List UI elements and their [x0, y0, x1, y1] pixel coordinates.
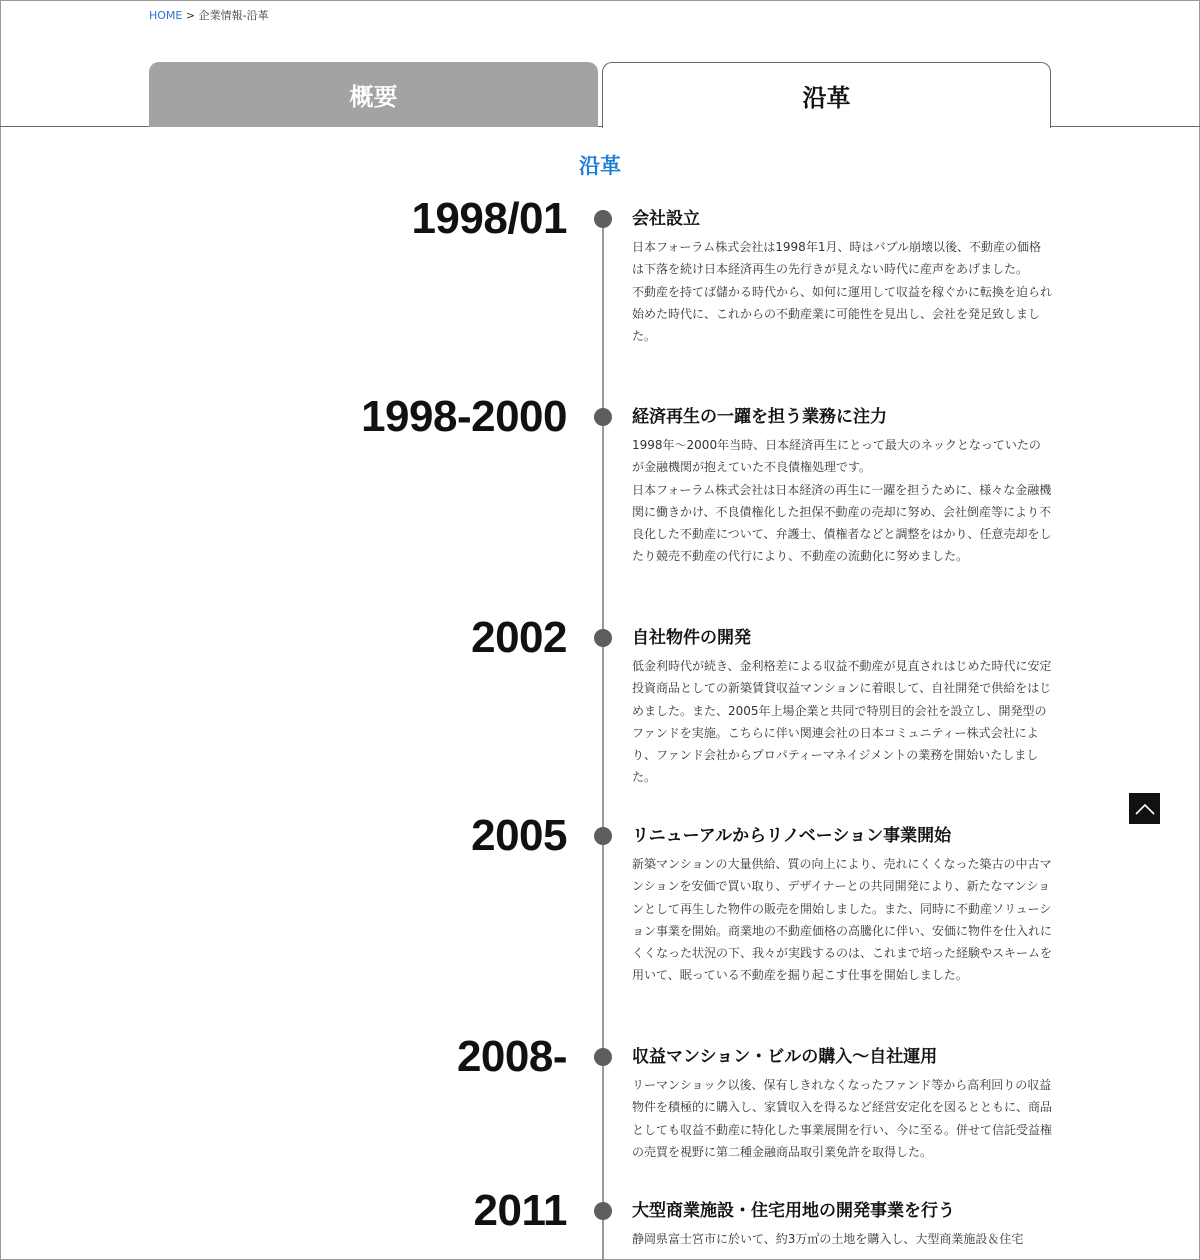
- entry-paragraph: 静岡県富士宮市に於いて、約3万㎡の土地を購入し、大型商業施設＆住宅: [632, 1232, 1024, 1246]
- timeline-dot: [594, 210, 612, 228]
- entry-year: 1998-2000: [361, 392, 567, 441]
- entry-body: [632, 434, 1052, 568]
- entry-title: 大型商業施設・住宅用地の開発事業を行う: [632, 1201, 955, 1221]
- timeline-dot: [594, 629, 612, 647]
- entry-year: 2005: [471, 811, 567, 860]
- entry-paragraph: 新築マンションの大量供給、質の向上により、売れにくくなった築古の中古マンションを安価で買い取り、デザイナーとの共同開発により、新たなマンションとして再生した物件の販売を開始しました。また、同時に不動産ソリューション事業を開始。商業地の不動産価格の高騰化に伴い、安価に物件を仕入れにくくなった状況の下、我々が実践するのは、これまで培った経験やスキームを用いて、眠っている不動産を掘り起こす仕事を開始しました。: [632, 857, 1053, 983]
- tab-bar: [0, 0, 1200, 128]
- timeline-dot: [594, 827, 612, 845]
- entry-body: [632, 853, 1052, 987]
- chevron-up-icon: [1135, 803, 1155, 815]
- entry-paragraph: 日本フォーラム株式会社は日本経済の再生に一躍を担うために、様々な金融機関に働きかけ、不良債権化した担保不動産の売却に努め、会社倒産等により不良化した不動産について、弁護士、債権者などと調整をはかり、任意売却をしたり競売不動産の代行により、不動産の流動化に努めました。: [632, 482, 1052, 564]
- tab-history[interactable]: [602, 62, 1051, 128]
- entry-body: [632, 1228, 1052, 1250]
- entry-title: 自社物件の開発: [632, 628, 751, 648]
- entry-year: 1998/01: [411, 194, 567, 243]
- entry-paragraph: リーマンショック以後、保有しきれなくなったファンド等から高利回りの収益物件を積極的に購入し、家賃収入を得るなど経営安定化を図るとともに、商品としても収益不動産に特化した事業展開を行い、今に至る。併せて信託受益権の売買を視野に第二種金融商品取引業免許を取得した。: [632, 1078, 1053, 1159]
- breadcrumb-current: 企業情報-沿革: [198, 9, 269, 22]
- entry-body: [632, 236, 1052, 347]
- entry-paragraph: 1998年～2000年当時、日本経済再生にとって最大のネックとなっていたのが金融機関が抱えていた不良債権処理です。: [632, 438, 1041, 475]
- timeline-dot: [594, 1202, 612, 1220]
- tab-history-label: 沿革: [802, 84, 851, 112]
- entry-year: 2011: [473, 1186, 567, 1235]
- entry-paragraph: 日本フォーラム株式会社は1998年1月、時はバブル崩壊以後、不動産の価格は下落を続け日本経済再生の先行きが見えない時代に産声をあげました。: [632, 240, 1041, 277]
- entry-body: [632, 1074, 1052, 1163]
- breadcrumb-separator: >: [182, 9, 199, 22]
- timeline-dot: [594, 1048, 612, 1066]
- entry-title: 会社設立: [632, 209, 700, 229]
- entry-paragraph: 不動産を持てば儲かる時代から、如何に運用して収益を稼ぐかに転換を迫られ始めた時代に、これからの不動産業に可能性を見出し、会社を発足致しました。: [632, 284, 1053, 344]
- entry-title: リニューアルからリノベーション事業開始: [632, 826, 952, 846]
- timeline-dot: [594, 408, 612, 426]
- breadcrumb-home-link[interactable]: HOME: [149, 9, 183, 22]
- entry-year: 2008-: [456, 1032, 567, 1081]
- timeline-line: [602, 210, 604, 1260]
- entry-title: 収益マンション・ビルの購入～自社運用: [632, 1047, 938, 1067]
- back-to-top-button[interactable]: [1129, 793, 1160, 824]
- entry-year: 2002: [471, 613, 567, 662]
- tab-overview[interactable]: [149, 62, 598, 127]
- tab-overview-label: 概要: [349, 83, 398, 111]
- entry-title: 経済再生の一躍を担う業務に注力: [632, 407, 887, 427]
- section-title: 沿革: [579, 154, 621, 178]
- entry-paragraph: 低金利時代が続き、金利格差による収益不動産が見直されはじめた時代に安定投資商品としての新築賃貸収益マンションに着眼して、自社開発で供給をはじめました。また、2005年上場企業と共同で特別目的会社を設立し、開発型のファンドを実施。こちらに伴い関連会社の日本コミュニティー株式会社により、ファンド会社からプロパティーマネイジメントの業務を開始いたしました。: [632, 659, 1052, 785]
- entry-body: [632, 655, 1052, 789]
